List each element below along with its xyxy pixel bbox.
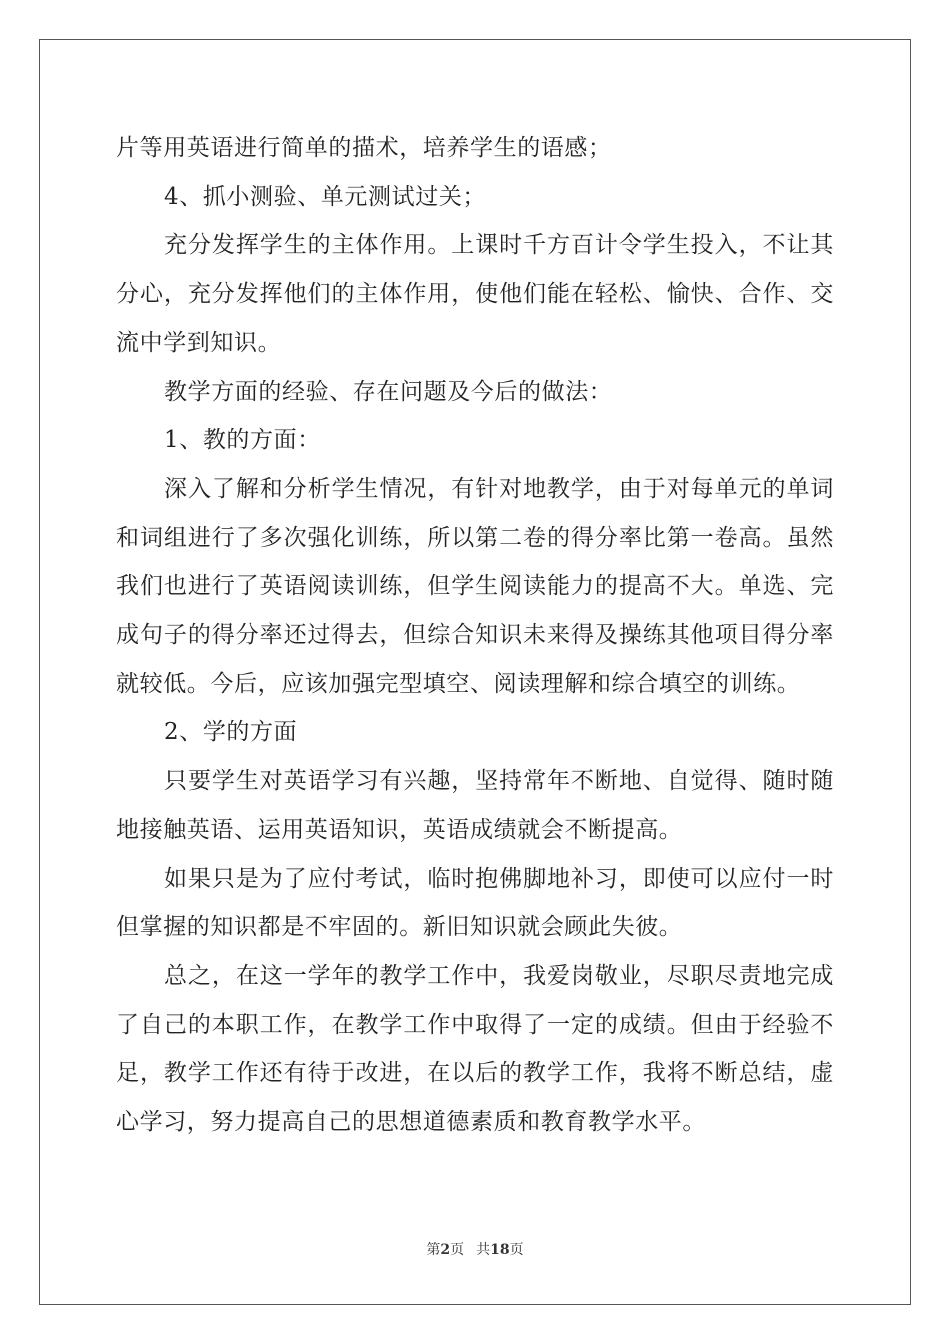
paragraph-8: 只要学生对英语学习有兴趣，坚持常年不断地、自觉得、随时随地接触英语、运用英语知识，英语成绩就会不断提高。	[116, 768, 834, 843]
total-suffix: 页	[509, 1242, 524, 1258]
paragraph-5: 1、教的方面：	[164, 427, 321, 454]
paragraph-1: 片等用英语进行简单的描术，培养学生的语感；	[116, 135, 612, 161]
document-body	[116, 124, 834, 1147]
total-pages: 18	[490, 1242, 510, 1258]
paragraph-2: 4、抓小测验、单元测试过关；	[164, 183, 487, 210]
paragraph-7: 2、学的方面	[164, 719, 298, 746]
page-prefix: 第	[426, 1242, 441, 1258]
paragraph-9: 如果只是为了应付考试，临时抱佛脚地补习，即使可以应付一时但掌握的知识都是不牢固的。新旧知识就会顾此失彼。	[116, 865, 834, 941]
page-suffix: 页	[450, 1242, 465, 1258]
page-footer	[0, 1239, 950, 1259]
paragraph-6: 深入了解和分析学生情况，有针对地教学，由于对每单元的单词和词组进行了多次强化训练，所以第二卷的得分率比第一卷高。虽然我们也进行了英语阅读训练，但学生阅读能力的提高不大。单选、完成句子的得分率还过得去，但综合知识未来得及操练其他项目得分率就较低。今后，应该加强完型填空、阅读理解和综合填空的训练。	[116, 475, 834, 697]
paragraph-10: 总之，在这一学年的教学工作中，我爱岗敬业，尽职尽责地完成了自己的本职工作，在教学工作中取得了一定的成绩。但由于经验不足，教学工作还有待于改进，在以后的教学工作，我将不断总结，虚心学习，努力提高自己的思想道德素质和教育教学水平。	[116, 962, 834, 1136]
page-number: 2	[440, 1242, 451, 1258]
total-prefix: 共	[476, 1242, 491, 1258]
paragraph-4: 教学方面的经验、存在问题及今后的做法：	[164, 378, 613, 405]
paragraph-3: 充分发挥学生的主体作用。上课时千方百计令学生投入，不让其分心，充分发挥他们的主体作用，使他们能在轻松、愉快、合作、交流中学到知识。	[116, 232, 834, 356]
